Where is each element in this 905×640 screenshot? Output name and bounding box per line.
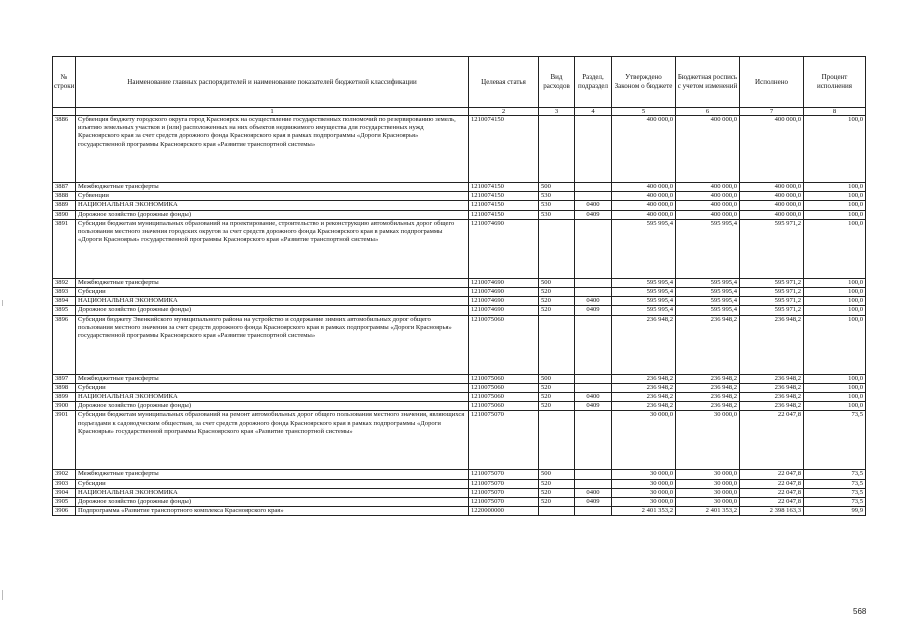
cell-percent: 100,0 bbox=[804, 306, 866, 315]
cell-target: 1210075060 bbox=[469, 402, 539, 411]
table-row bbox=[53, 192, 866, 201]
cell-target: 1210074150 bbox=[469, 210, 539, 219]
cell-approved: 400 000,0 bbox=[612, 210, 676, 219]
cell-schedule: 30 000,0 bbox=[676, 498, 740, 507]
cell-executed: 595 971,2 bbox=[740, 219, 804, 278]
cell-section bbox=[575, 507, 612, 516]
page-number: 568 bbox=[853, 607, 867, 616]
cell-schedule: 400 000,0 bbox=[676, 192, 740, 201]
cell-approved: 30 000,0 bbox=[612, 470, 676, 479]
cell-section: 0409 bbox=[575, 210, 612, 219]
cell-kind: 530 bbox=[539, 210, 575, 219]
table-row bbox=[53, 116, 866, 183]
cell-percent: 100,0 bbox=[804, 374, 866, 383]
table-row bbox=[53, 219, 866, 278]
cell-percent: 100,0 bbox=[804, 315, 866, 374]
cell-target: 1210074690 bbox=[469, 306, 539, 315]
cell-kind: 520 bbox=[539, 306, 575, 315]
cell-row-no: 3887 bbox=[53, 183, 76, 192]
table-row bbox=[53, 479, 866, 488]
cell-schedule: 400 000,0 bbox=[676, 183, 740, 192]
cell-percent: 100,0 bbox=[804, 288, 866, 297]
cell-approved: 595 995,4 bbox=[612, 297, 676, 306]
cell-approved: 595 995,4 bbox=[612, 278, 676, 287]
cell-executed: 22 047,8 bbox=[740, 479, 804, 488]
header-percent: Процент исполнения bbox=[804, 57, 866, 108]
cell-row-no: 3893 bbox=[53, 288, 76, 297]
column-number: 6 bbox=[676, 108, 740, 116]
cell-approved: 595 995,4 bbox=[612, 288, 676, 297]
cell-section bbox=[575, 192, 612, 201]
budget-execution-table bbox=[52, 56, 866, 516]
cell-section bbox=[575, 278, 612, 287]
column-number: 5 bbox=[612, 108, 676, 116]
cell-target: 1210075070 bbox=[469, 488, 539, 497]
table-row bbox=[53, 288, 866, 297]
cell-target: 1220000000 bbox=[469, 507, 539, 516]
cell-schedule: 236 948,2 bbox=[676, 402, 740, 411]
cell-target: 1210075070 bbox=[469, 479, 539, 488]
cell-kind: 520 bbox=[539, 383, 575, 392]
table-row bbox=[53, 183, 866, 192]
cell-row-no: 3896 bbox=[53, 315, 76, 374]
cell-schedule: 30 000,0 bbox=[676, 479, 740, 488]
cell-percent: 100,0 bbox=[804, 192, 866, 201]
table-row bbox=[53, 306, 866, 315]
column-number: 4 bbox=[575, 108, 612, 116]
cell-target: 1210075060 bbox=[469, 315, 539, 374]
cell-section bbox=[575, 383, 612, 392]
table-row bbox=[53, 315, 866, 374]
cell-section: 0409 bbox=[575, 498, 612, 507]
cell-schedule: 595 995,4 bbox=[676, 219, 740, 278]
cell-percent: 100,0 bbox=[804, 219, 866, 278]
cell-kind bbox=[539, 219, 575, 278]
cell-name: Межбюджетные трансферты bbox=[76, 183, 469, 192]
cell-percent: 100,0 bbox=[804, 201, 866, 210]
cell-executed: 2 398 163,3 bbox=[740, 507, 804, 516]
header-executed: Исполнено bbox=[740, 57, 804, 108]
cell-name: Подпрограмма «Развитие транспортного комплекса Красноярского края» bbox=[76, 507, 469, 516]
cell-target: 1210074690 bbox=[469, 297, 539, 306]
cell-section bbox=[575, 219, 612, 278]
cell-kind: 500 bbox=[539, 183, 575, 192]
cell-approved: 236 948,2 bbox=[612, 315, 676, 374]
cell-target: 1210074150 bbox=[469, 201, 539, 210]
cell-schedule: 2 401 353,2 bbox=[676, 507, 740, 516]
cell-target: 1210075070 bbox=[469, 470, 539, 479]
cell-section: 0409 bbox=[575, 306, 612, 315]
cell-percent: 99,9 bbox=[804, 507, 866, 516]
cell-approved: 400 000,0 bbox=[612, 183, 676, 192]
cell-schedule: 595 995,4 bbox=[676, 288, 740, 297]
column-number: 3 bbox=[539, 108, 575, 116]
cell-section: 0400 bbox=[575, 393, 612, 402]
cell-row-no: 3902 bbox=[53, 470, 76, 479]
cell-row-no: 3901 bbox=[53, 411, 76, 470]
table-row bbox=[53, 507, 866, 516]
cell-section: 0400 bbox=[575, 297, 612, 306]
cell-executed: 236 948,2 bbox=[740, 315, 804, 374]
cell-executed: 400 000,0 bbox=[740, 183, 804, 192]
cell-target: 1210075060 bbox=[469, 374, 539, 383]
cell-percent: 73,5 bbox=[804, 411, 866, 470]
cell-percent: 100,0 bbox=[804, 297, 866, 306]
cell-percent: 73,5 bbox=[804, 479, 866, 488]
cell-percent: 100,0 bbox=[804, 183, 866, 192]
cell-name: НАЦИОНАЛЬНАЯ ЭКОНОМИКА bbox=[76, 201, 469, 210]
cell-row-no: 3886 bbox=[53, 116, 76, 183]
cell-target: 1210075060 bbox=[469, 383, 539, 392]
table-row bbox=[53, 488, 866, 497]
cell-row-no: 3897 bbox=[53, 374, 76, 383]
cell-target: 1210074690 bbox=[469, 288, 539, 297]
cell-section bbox=[575, 411, 612, 470]
cell-name: Дорожное хозяйство (дорожные фонды) bbox=[76, 306, 469, 315]
table-row bbox=[53, 402, 866, 411]
header-name: Наименование главных распорядителей и наименование показателей бюджетной классификации bbox=[76, 57, 469, 108]
column-number: 2 bbox=[469, 108, 539, 116]
cell-approved: 595 995,4 bbox=[612, 219, 676, 278]
cell-section bbox=[575, 374, 612, 383]
table-row bbox=[53, 470, 866, 479]
cell-executed: 236 948,2 bbox=[740, 393, 804, 402]
cell-percent: 100,0 bbox=[804, 383, 866, 392]
cell-approved: 236 948,2 bbox=[612, 393, 676, 402]
cell-executed: 22 047,8 bbox=[740, 470, 804, 479]
cell-executed: 595 971,2 bbox=[740, 278, 804, 287]
cell-percent: 73,5 bbox=[804, 488, 866, 497]
cell-approved: 400 000,0 bbox=[612, 201, 676, 210]
cell-row-no: 3898 bbox=[53, 383, 76, 392]
table-row bbox=[53, 210, 866, 219]
cell-kind: 520 bbox=[539, 479, 575, 488]
header-schedule: Бюджетная роспись с учетом изменений bbox=[676, 57, 740, 108]
cell-kind: 500 bbox=[539, 278, 575, 287]
column-number: 7 bbox=[740, 108, 804, 116]
cell-schedule: 236 948,2 bbox=[676, 393, 740, 402]
cell-name: Дорожное хозяйство (дорожные фонды) bbox=[76, 402, 469, 411]
cell-approved: 30 000,0 bbox=[612, 479, 676, 488]
cell-schedule: 236 948,2 bbox=[676, 374, 740, 383]
cell-name: Субсидия бюджету Эвенкийского муниципального района на устройство и содержание зимних автомобильных дорог общего пользования местного значения за счет средств дорожного фонда Красноярского края в рамках подпрограммы «Дороги Красноярья» государственной программы Красноярского края «Развитие транспортной системы» bbox=[76, 315, 469, 374]
cell-approved: 236 948,2 bbox=[612, 374, 676, 383]
cell-section bbox=[575, 288, 612, 297]
cell-executed: 22 047,8 bbox=[740, 488, 804, 497]
cell-schedule: 595 995,4 bbox=[676, 306, 740, 315]
cell-schedule: 595 995,4 bbox=[676, 278, 740, 287]
cell-name: Субсидии bbox=[76, 383, 469, 392]
cell-row-no: 3888 bbox=[53, 192, 76, 201]
cell-target: 1210075060 bbox=[469, 393, 539, 402]
cell-schedule: 30 000,0 bbox=[676, 488, 740, 497]
cell-row-no: 3891 bbox=[53, 219, 76, 278]
cell-schedule: 595 995,4 bbox=[676, 297, 740, 306]
cell-target: 1210074690 bbox=[469, 278, 539, 287]
cell-name: НАЦИОНАЛЬНАЯ ЭКОНОМИКА bbox=[76, 393, 469, 402]
cell-executed: 595 971,2 bbox=[740, 306, 804, 315]
cell-schedule: 30 000,0 bbox=[676, 411, 740, 470]
header-kind: Вид расходов bbox=[539, 57, 575, 108]
table-row bbox=[53, 278, 866, 287]
cell-executed: 595 971,2 bbox=[740, 297, 804, 306]
cell-row-no: 3899 bbox=[53, 393, 76, 402]
cell-target: 1210074150 bbox=[469, 192, 539, 201]
cell-name: Дорожное хозяйство (дорожные фонды) bbox=[76, 498, 469, 507]
cell-row-no: 3900 bbox=[53, 402, 76, 411]
table-row bbox=[53, 411, 866, 470]
cell-kind: 500 bbox=[539, 374, 575, 383]
column-number-blank bbox=[53, 108, 76, 116]
cell-executed: 400 000,0 bbox=[740, 210, 804, 219]
cell-kind bbox=[539, 315, 575, 374]
cell-section bbox=[575, 183, 612, 192]
cell-row-no: 3895 bbox=[53, 306, 76, 315]
table-row bbox=[53, 201, 866, 210]
cell-kind: 530 bbox=[539, 192, 575, 201]
table-row bbox=[53, 498, 866, 507]
cell-approved: 30 000,0 bbox=[612, 411, 676, 470]
cell-executed: 400 000,0 bbox=[740, 201, 804, 210]
cell-section: 0409 bbox=[575, 402, 612, 411]
cell-percent: 100,0 bbox=[804, 278, 866, 287]
cell-kind bbox=[539, 116, 575, 183]
cell-row-no: 3889 bbox=[53, 201, 76, 210]
cell-section: 0400 bbox=[575, 201, 612, 210]
cell-name: Субвенции bbox=[76, 192, 469, 201]
cell-executed: 236 948,2 bbox=[740, 374, 804, 383]
header-section: Раздел, подраздел bbox=[575, 57, 612, 108]
cell-target: 1210074150 bbox=[469, 116, 539, 183]
header-row bbox=[53, 57, 866, 108]
column-number: 8 bbox=[804, 108, 866, 116]
cell-approved: 236 948,2 bbox=[612, 402, 676, 411]
cell-name: Межбюджетные трансферты bbox=[76, 470, 469, 479]
column-number: 1 bbox=[76, 108, 469, 116]
header-approved: Утверждено Законом о бюджете bbox=[612, 57, 676, 108]
cell-row-no: 3894 bbox=[53, 297, 76, 306]
cell-name: Межбюджетные трансферты bbox=[76, 374, 469, 383]
cell-schedule: 400 000,0 bbox=[676, 116, 740, 183]
cell-kind: 500 bbox=[539, 470, 575, 479]
cell-schedule: 400 000,0 bbox=[676, 210, 740, 219]
cell-executed: 595 971,2 bbox=[740, 288, 804, 297]
cell-executed: 236 948,2 bbox=[740, 383, 804, 392]
cell-schedule: 236 948,2 bbox=[676, 383, 740, 392]
cell-kind: 530 bbox=[539, 201, 575, 210]
cell-target: 1210075070 bbox=[469, 411, 539, 470]
cell-row-no: 3904 bbox=[53, 488, 76, 497]
cell-percent: 73,5 bbox=[804, 498, 866, 507]
cell-executed: 22 047,8 bbox=[740, 411, 804, 470]
cell-row-no: 3892 bbox=[53, 278, 76, 287]
cell-kind: 520 bbox=[539, 297, 575, 306]
scan-artifact bbox=[2, 590, 3, 600]
table-row bbox=[53, 383, 866, 392]
cell-percent: 100,0 bbox=[804, 210, 866, 219]
cell-kind bbox=[539, 507, 575, 516]
cell-section bbox=[575, 116, 612, 183]
cell-target: 1210074690 bbox=[469, 219, 539, 278]
cell-percent: 100,0 bbox=[804, 393, 866, 402]
cell-approved: 400 000,0 bbox=[612, 192, 676, 201]
cell-approved: 2 401 353,2 bbox=[612, 507, 676, 516]
cell-executed: 236 948,2 bbox=[740, 402, 804, 411]
cell-executed: 400 000,0 bbox=[740, 116, 804, 183]
cell-percent: 100,0 bbox=[804, 116, 866, 183]
header-row-no: № строки bbox=[53, 57, 76, 108]
cell-target: 1210075070 bbox=[469, 498, 539, 507]
header-target: Целевая статья bbox=[469, 57, 539, 108]
cell-row-no: 3906 bbox=[53, 507, 76, 516]
cell-schedule: 30 000,0 bbox=[676, 470, 740, 479]
cell-name: НАЦИОНАЛЬНАЯ ЭКОНОМИКА bbox=[76, 488, 469, 497]
cell-section bbox=[575, 315, 612, 374]
cell-kind: 520 bbox=[539, 288, 575, 297]
cell-section bbox=[575, 470, 612, 479]
cell-row-no: 3903 bbox=[53, 479, 76, 488]
cell-kind: 520 bbox=[539, 402, 575, 411]
table-row bbox=[53, 297, 866, 306]
cell-schedule: 400 000,0 bbox=[676, 201, 740, 210]
cell-name: Субсидии bbox=[76, 288, 469, 297]
cell-executed: 400 000,0 bbox=[740, 192, 804, 201]
scan-artifact bbox=[2, 300, 3, 306]
cell-name: НАЦИОНАЛЬНАЯ ЭКОНОМИКА bbox=[76, 297, 469, 306]
cell-section bbox=[575, 479, 612, 488]
cell-name: Субвенция бюджету городского округа город Красноярск на осуществление государственных полномочий по резервированию земель, изъятию земельных участков и (или) расположенных на них объектов недвижимого имущества для государственных нужд Красноярского края за счет средств дорожного фонда Красноярского края в рамках подпрограммы «Дороги Красноярья» государственной программы Красноярского края «Развитие транспортной системы» bbox=[76, 116, 469, 183]
cell-approved: 30 000,0 bbox=[612, 488, 676, 497]
cell-kind: 520 bbox=[539, 498, 575, 507]
cell-approved: 595 995,4 bbox=[612, 306, 676, 315]
cell-kind: 520 bbox=[539, 488, 575, 497]
cell-name: Дорожное хозяйство (дорожные фонды) bbox=[76, 210, 469, 219]
cell-schedule: 236 948,2 bbox=[676, 315, 740, 374]
cell-approved: 400 000,0 bbox=[612, 116, 676, 183]
cell-row-no: 3890 bbox=[53, 210, 76, 219]
table-row bbox=[53, 393, 866, 402]
cell-kind bbox=[539, 411, 575, 470]
cell-executed: 22 047,8 bbox=[740, 498, 804, 507]
cell-name: Субсидии bbox=[76, 479, 469, 488]
cell-approved: 236 948,2 bbox=[612, 383, 676, 392]
cell-row-no: 3905 bbox=[53, 498, 76, 507]
cell-target: 1210074150 bbox=[469, 183, 539, 192]
cell-approved: 30 000,0 bbox=[612, 498, 676, 507]
cell-kind: 520 bbox=[539, 393, 575, 402]
column-number-row bbox=[53, 108, 866, 116]
cell-name: Субсидии бюджетам муниципальных образований на ремонт автомобильных дорог общего пользования местного значения, являющихся подъездами к садоводческим обществам, за счет средств дорожного фонда Красноярского края в рамках подпрограммы «Дороги Красноярья» государственной программы Красноярского края «Развитие транспортной системы» bbox=[76, 411, 469, 470]
table-row bbox=[53, 374, 866, 383]
cell-percent: 73,5 bbox=[804, 470, 866, 479]
cell-percent: 100,0 bbox=[804, 402, 866, 411]
cell-name: Субсидии бюджетам муниципальных образований на проектирование, строительство и реконструкцию автомобильных дорог общего пользования местного значения городских округов за счет средств дорожного фонда Красноярского края в рамках подпрограммы «Дороги Красноярья» государственной программы Красноярского края «Развитие транспортной системы» bbox=[76, 219, 469, 278]
cell-section: 0400 bbox=[575, 488, 612, 497]
cell-name: Межбюджетные трансферты bbox=[76, 278, 469, 287]
